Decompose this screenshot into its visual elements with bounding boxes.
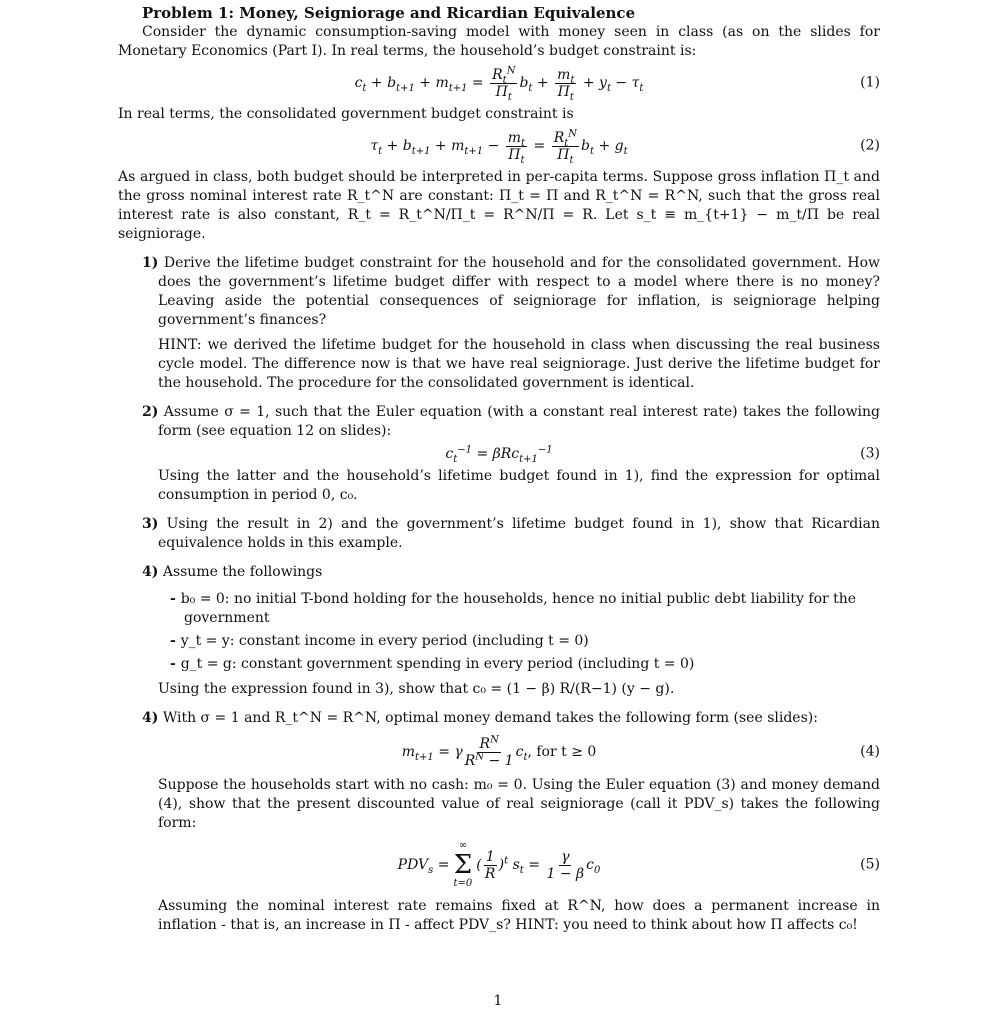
q5-text: With σ = 1 and R_t^N = R^N, optimal money demand takes the following form (see slides): — [162, 710, 818, 726]
eq3-number: (3) — [860, 445, 880, 462]
question-2 — [118, 403, 880, 505]
q2-text: Assume σ = 1, such that the Euler equation (with a constant real interest rate) takes the following form (see equation 12 on slides): — [158, 404, 881, 439]
q4-bullet-g: - g_t = g: constant government spending in every period (including t = 0) — [156, 655, 880, 674]
q3-label: 3) — [142, 516, 159, 532]
q5-label: 4) — [142, 710, 159, 726]
eq5-number: (5) — [860, 856, 880, 873]
problem-title: Problem 1: Money, Seigniorage and Ricardian Equivalence — [142, 4, 636, 22]
eq1-frac-rate: $\frac{R_t^N}{\Pi_t}$ — [492, 64, 516, 103]
q2-text-2: Using the latter and the household’s lifetime budget found in 1), find the expression for optimal consumption in period 0, c₀. — [158, 468, 880, 503]
q3-text: Using the result in 2) and the government’s lifetime budget found in 1), show that Ricardian equivalence holds in this example. — [158, 516, 880, 551]
gov-intro: In real terms, the consolidated government budget constraint is — [118, 106, 574, 122]
q4-bullet-b0: - b₀ = 0: no initial T-bond holding for the households, hence no initial public debt liability for the government — [156, 590, 880, 628]
q4-text: Assume the followings — [162, 564, 323, 580]
eq1-lhs: $c_t + b_{t+1} + m_{t+1}$ = — [354, 74, 489, 94]
eq1-number: (1) — [860, 74, 880, 91]
question-5 — [118, 709, 880, 935]
equation-3: $c_t^{-1} = \beta Rc_{t+1}^{-1}$ (3) — [445, 443, 880, 465]
equation-5: $PDV_s$ = ∞ Σ t=0 ( $\frac{1}{R}$ )$^t$ $s_t$ = $\frac{\gamma}{1 - \beta}$ $c_0$ (5) — [397, 840, 880, 889]
equation-2: $\tau_t + b_{t+1} + m_{t+1}$ − $\frac{m_t}{\Pi_t}$ = $\frac{R_t^N}{\Pi_t}$ $b_t + g_t$ (2) — [370, 127, 880, 166]
intro-paragraph: Consider the dynamic consumption-saving model with money seen in class (as on the slides for Monetary Economics (Part I). In real terms, the household’s budget constraint is: — [118, 24, 880, 59]
question-1 — [118, 254, 880, 393]
q5-text-3: Assuming the nominal interest rate remains fixed at R^N, how does a permanent increase in inflation - that is, an increase in Π - affect PDV_s? HINT: you need to think about how Π affects c₀! — [158, 898, 880, 933]
q5-text-2: Suppose the households start with no cash: m₀ = 0. Using the Euler equation (3) and money demand (4), show that the present discounted value of real seigniorage (call it PDV_s) takes the following form: — [158, 777, 880, 831]
percapita-paragraph: As argued in class, both budget should be interpreted in per-capita terms. Suppose gross inflation Π_t and the gross nominal interest rate R_t^N are constant: Π_t = Π and R_t^N = R^N, such that the gross real interest rate is also constant, R_t = R_t^N/Π_t = R^N/Π = R. Let s_t ≡ m_{t+1} − m_t/Π be real seigniorage. — [118, 169, 880, 242]
q1-hint: HINT: we derived the lifetime budget for the household in class when discussing the real business cycle model. The difference now is that we have real seigniorage. Just derive the lifetime budget for the household. The procedure for the consolidated government is identical. — [158, 337, 880, 391]
q4-text-2: Using the expression found in 3), show that c₀ = (1 − β) R/(R−1) (y − g). — [158, 681, 675, 697]
equation-1: $c_t + b_{t+1} + m_{t+1}$ = $\frac{R_t^N}{\Pi_t}$ $b_t$ + $\frac{m_t}{\Pi_t}$ + $y_t - \tau_t$ (1) — [354, 64, 880, 103]
q4-bullet-y: - y_t = y: constant income in every period (including t = 0) — [156, 632, 880, 651]
eq1-frac-money: $\frac{m_t}{\Pi_t}$ — [557, 66, 575, 103]
eq2-number: (2) — [860, 137, 880, 154]
eq4-number: (4) — [860, 743, 880, 760]
page-number: 1 — [493, 993, 503, 1009]
equation-4: $m_{t+1} = \gamma$ $\frac{R^N}{R^N - 1}$ $c_t$ , for t ≥ 0 (4) — [401, 733, 880, 769]
q1-text: Derive the lifetime budget constraint for the household and for the consolidated government. How does the government’s lifetime budget differ with respect to a model where there is no money? Leaving aside the potential consequences of seigniorage for inflation, is seigniorage helping government’s finances? — [158, 255, 880, 328]
q4-assumptions — [118, 590, 880, 674]
q1-label: 1) — [142, 255, 159, 271]
question-4 — [118, 563, 880, 699]
q4-label: 4) — [142, 564, 159, 580]
q2-label: 2) — [142, 404, 159, 420]
question-3 — [118, 515, 880, 553]
document-page — [118, 4, 880, 935]
eq4-tail: , for t ≥ 0 — [527, 743, 597, 760]
